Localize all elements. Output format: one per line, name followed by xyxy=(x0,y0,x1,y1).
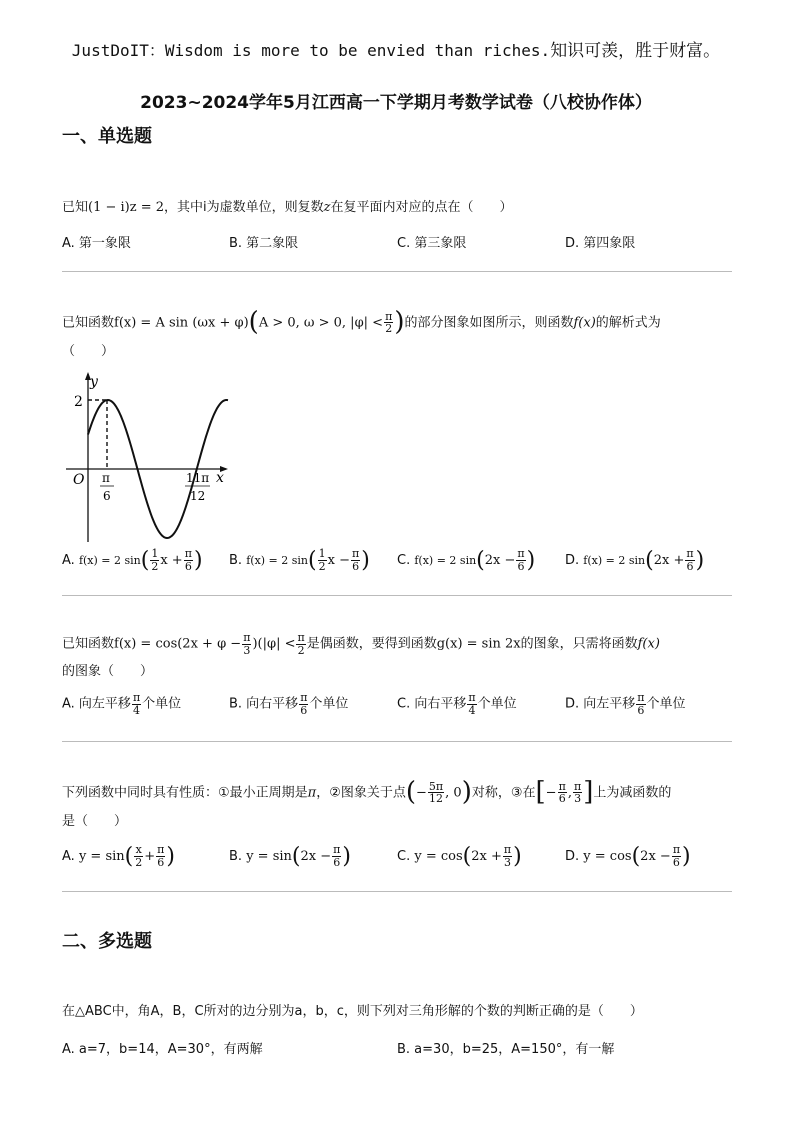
divider xyxy=(62,741,732,742)
q4-option-a[interactable]: A. y = sin( $\frac{x}{2}$ + $\frac{\pi}{6}$ ) xyxy=(62,843,175,869)
q1-option-b[interactable]: B. 第二象限 xyxy=(229,236,299,251)
q5-option-b[interactable]: B. a=30，b=25，A=150°，有一解 xyxy=(397,1042,615,1057)
q2-option-a[interactable]: A. f(x) = 2 sin( $\frac{1}{2}$ x + $\frac{\pi}{6}$ ) xyxy=(62,547,203,573)
divider xyxy=(62,595,732,596)
q4-option-d[interactable]: D. y = cos(2x − $\frac{\pi}{6}$ ) xyxy=(565,843,691,869)
sine-graph xyxy=(60,372,240,544)
divider xyxy=(62,891,732,892)
x-tick-11pi12-den: 12 xyxy=(190,489,206,503)
question-4: 下列函数中同时具有性质：①最小正周期是π，②图象关于点(− $\frac{5\pi}{12}$ , 0)对称，③在[− $\frac{\pi}{6}$ , $\frac{\pi}{3}$ ]上为减函数的 是（ ） xyxy=(62,777,672,829)
section-multi-choice: 二、多选题 xyxy=(62,931,152,952)
q5-option-a[interactable]: A. a=7，b=14，A=30°，有两解 xyxy=(62,1042,263,1057)
q4-option-b[interactable]: B. y = sin(2x − $\frac{\pi}{6}$ ) xyxy=(229,843,351,869)
x-axis-label: x xyxy=(216,470,224,486)
question-4-options xyxy=(62,844,732,878)
y-axis-label: y xyxy=(90,374,98,390)
question-2-options xyxy=(62,548,732,582)
question-3: 已知函数f(x) = cos(2x + φ − $\frac{\pi}{3}$ )(|φ| < $\frac{\pi}{2}$ 是偶函数，要得到函数g(x) = sin 2x的图象，只需将函数f(x) 的图象（ ） xyxy=(62,631,660,680)
q3-option-b[interactable]: B. 向右平移 $\frac{\pi}{6}$ 个单位 xyxy=(229,691,349,717)
q4-option-c[interactable]: C. y = cos(2x + $\frac{\pi}{3}$ ) xyxy=(397,843,522,869)
q1-equation: (1 − i)z = 2 xyxy=(88,200,165,215)
x-tick-pi6-den: 6 xyxy=(103,489,111,503)
q2-option-d[interactable]: D. f(x) = 2 sin(2x + $\frac{\pi}{6}$ ) xyxy=(565,547,705,573)
q1-option-d[interactable]: D. 第四象限 xyxy=(565,236,636,251)
question-3-options xyxy=(62,692,732,726)
header-brand: JustDoIT：Wisdom is more to be envied than riches. xyxy=(71,41,551,60)
q1-option-a[interactable]: A. 第一象限 xyxy=(62,236,131,251)
page-title: 2023~2024学年5月江西高一下学期月考数学试卷（八校协作体） xyxy=(140,93,652,113)
q3-option-d[interactable]: D. 向左平移 $\frac{\pi}{6}$ 个单位 xyxy=(565,691,686,717)
x-tick-11pi12-num: 11π xyxy=(186,471,210,485)
q2-option-c[interactable]: C. f(x) = 2 sin(2x − $\frac{\pi}{6}$ ) xyxy=(397,547,536,573)
section-single-choice: 一、单选题 xyxy=(62,126,152,147)
origin-label: O xyxy=(73,472,85,488)
q2-option-b[interactable]: B. f(x) = 2 sin( $\frac{1}{2}$ x − $\frac{\pi}{6}$ ) xyxy=(229,547,370,573)
q1-option-c[interactable]: C. 第三象限 xyxy=(397,236,467,251)
x-tick-pi6-num: π xyxy=(102,471,110,485)
q3-option-a[interactable]: A. 向左平移 $\frac{\pi}{4}$ 个单位 xyxy=(62,691,182,717)
page-header xyxy=(0,36,792,61)
question-1: 已知(1 − i)z = 2，其中i为虚数单位，则复数z在复平面内对应的点在（ ） xyxy=(62,200,513,215)
y-tick-2: 2 xyxy=(74,394,83,410)
header-motto: 知识可羡，胜于财富。 xyxy=(550,41,721,61)
question-2: 已知函数f(x) = A sin (ωx + φ)(A > 0, ω > 0, |φ| < $\frac{\pi}{2}$ )的部分图象如图所示，则函数f(x)的解析式为 （ ） xyxy=(62,307,661,359)
question-5: 在△ABC中，角A，B，C所对的边分别为a，b，c，则下列对三角形解的个数的判断正确的是（ ） xyxy=(62,1004,643,1019)
divider xyxy=(62,271,732,272)
q3-option-c[interactable]: C. 向右平移 $\frac{\pi}{4}$ 个单位 xyxy=(397,691,517,717)
